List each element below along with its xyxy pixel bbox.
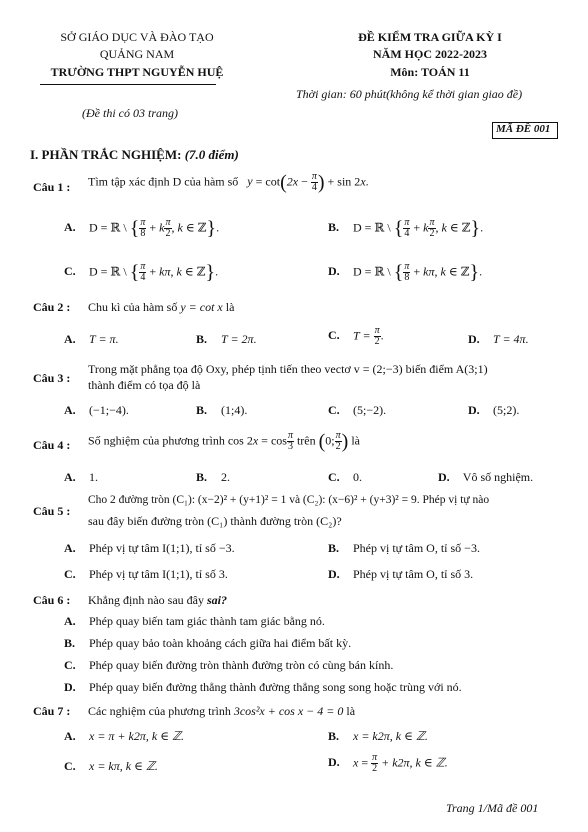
q2-option-c[interactable]: C. T = $\frac{\pi}{2}$ .	[328, 325, 384, 347]
q1-option-c[interactable]: C. D = ℝ \ { $\frac{\pi}{4}$ + kπ, k ∈ ℤ}.	[64, 261, 219, 284]
q7-option-b[interactable]: B. x = k2π, k ∈ ℤ.	[328, 729, 428, 743]
q2-option-d[interactable]: D. T = 4π.	[468, 332, 529, 346]
question-7-label: Câu 7 :	[33, 704, 71, 718]
q4-option-b[interactable]: B. 2.	[196, 470, 230, 484]
q7-option-d[interactable]: D. x = $\frac{\pi}{2}$ + k2π, k ∈ ℤ.	[328, 752, 448, 774]
q3-option-c[interactable]: C. (5;−2).	[328, 403, 387, 417]
q5-option-d[interactable]: D. Phép vị tự tâm O, tỉ số 3.	[328, 567, 474, 581]
q1-option-a[interactable]: A. D = ℝ \ { $\frac{\pi}{8}$ + k $\frac{\pi}{2}$ , k ∈ ℤ}.	[64, 217, 220, 240]
question-3-line1: Trong mặt phẳng tọa độ Oxy, phép tịnh tiến theo vectơ v = (2;−3) biến điểm A(3;1)	[88, 362, 488, 376]
question-3-line2: thành điểm có tọa độ là	[88, 378, 201, 392]
q2-option-b[interactable]: B. T = 2π.	[196, 332, 257, 346]
q3-option-d[interactable]: D. (5;2).	[468, 403, 520, 417]
question-6-text: Khẳng định nào sau đây sai?	[88, 593, 227, 607]
time-note: Thời gian: 60 phút(không kể thời gian giao đề)	[296, 87, 523, 101]
question-1-label: Câu 1 :	[33, 180, 71, 194]
q1-option-d[interactable]: D. D = ℝ \ { $\frac{\pi}{8}$ + kπ, k ∈ ℤ}.	[328, 261, 483, 284]
question-5-line2: sau đây biến đường tròn (C₁) thành đường tròn (C₂)?	[88, 514, 342, 528]
question-2-label: Câu 2 :	[33, 300, 71, 314]
question-7-text: Các nghiệm của phương trình 3cos²x + cos x − 4 = 0 là	[88, 704, 356, 718]
school-year: NĂM HỌC 2022-2023	[373, 47, 487, 61]
question-2-text: Chu kì của hàm số y = cot x là	[88, 300, 235, 314]
q1-option-b[interactable]: B. D = ℝ \ { $\frac{\pi}{4}$ + k $\frac{\pi}{2}$ , k ∈ ℤ}.	[328, 217, 484, 240]
q6-option-b[interactable]: B. Phép quay bảo toàn khoảng cách giữa hai điểm bất kỳ.	[64, 636, 352, 650]
page-count-note: (Đề thi có 03 trang)	[82, 106, 178, 120]
page-footer: Trang 1/Mã đề 001	[446, 801, 539, 815]
q7-option-a[interactable]: A. x = π + k2π, k ∈ ℤ.	[64, 729, 185, 743]
header-underline	[40, 84, 216, 85]
q3-option-b[interactable]: B. (1;4).	[196, 403, 248, 417]
exam-code-box	[492, 122, 558, 139]
exam-code: MÃ ĐỀ 001	[496, 123, 551, 135]
question-4-text: Số nghiệm của phương trình cos 2x = cos $\frac{\pi}{3}$ trên (0; $\frac{\pi}{2}$ ) là	[88, 430, 360, 453]
question-5-label: Câu 5 :	[33, 504, 71, 518]
dept-name: SỞ GIÁO DỤC VÀ ĐÀO TẠO	[60, 30, 214, 44]
school-name: TRƯỜNG THPT NGUYỄN HUỆ	[50, 65, 224, 79]
q4-option-a[interactable]: A. 1.	[64, 470, 98, 484]
question-3-label: Câu 3 :	[33, 371, 71, 385]
section-title: I. PHẦN TRẮC NGHIỆM: (7.0 điểm)	[30, 147, 239, 162]
question-1-text: Tìm tập xác định D của hàm số y = cot(2x − $\frac{\pi}{4}$ ) + sin 2x.	[88, 171, 369, 194]
subject: Môn: TOÁN 11	[390, 65, 470, 79]
exam-title: ĐỀ KIỂM TRA GIỮA KỲ I	[358, 30, 502, 44]
q3-option-a[interactable]: A. (−1;−4).	[64, 403, 129, 417]
q7-option-c[interactable]: C. x = kπ, k ∈ ℤ.	[64, 759, 158, 773]
question-4-label: Câu 4 :	[33, 438, 71, 452]
question-6-label: Câu 6 :	[33, 593, 71, 607]
q5-option-b[interactable]: B. Phép vị tự tâm O, tỉ số −3.	[328, 541, 480, 555]
q6-option-a[interactable]: A. Phép quay biến tam giác thành tam giác bằng nó.	[64, 614, 325, 628]
q4-option-d[interactable]: D. Vô số nghiệm.	[438, 470, 534, 484]
q2-option-a[interactable]: A. T = π.	[64, 332, 119, 346]
q4-option-c[interactable]: C. 0.	[328, 470, 362, 484]
question-5-line1: Cho 2 đường tròn (C₁): (x−2)² + (y+1)² = 1 và (C₂): (x−6)² + (y+3)² = 9. Phép vị tự nào	[88, 494, 490, 506]
q6-option-d[interactable]: D. Phép quay biến đường thẳng thành đường thẳng song song hoặc trùng với nó.	[64, 680, 462, 694]
q6-option-c[interactable]: C. Phép quay biến đường tròn thành đường tròn có cùng bán kính.	[64, 658, 394, 672]
q5-option-c[interactable]: C. Phép vị tự tâm I(1;1), tỉ số 3.	[64, 567, 228, 581]
province-name: QUẢNG NAM	[99, 47, 175, 61]
q5-option-a[interactable]: A. Phép vị tự tâm I(1;1), tỉ số −3.	[64, 541, 235, 555]
